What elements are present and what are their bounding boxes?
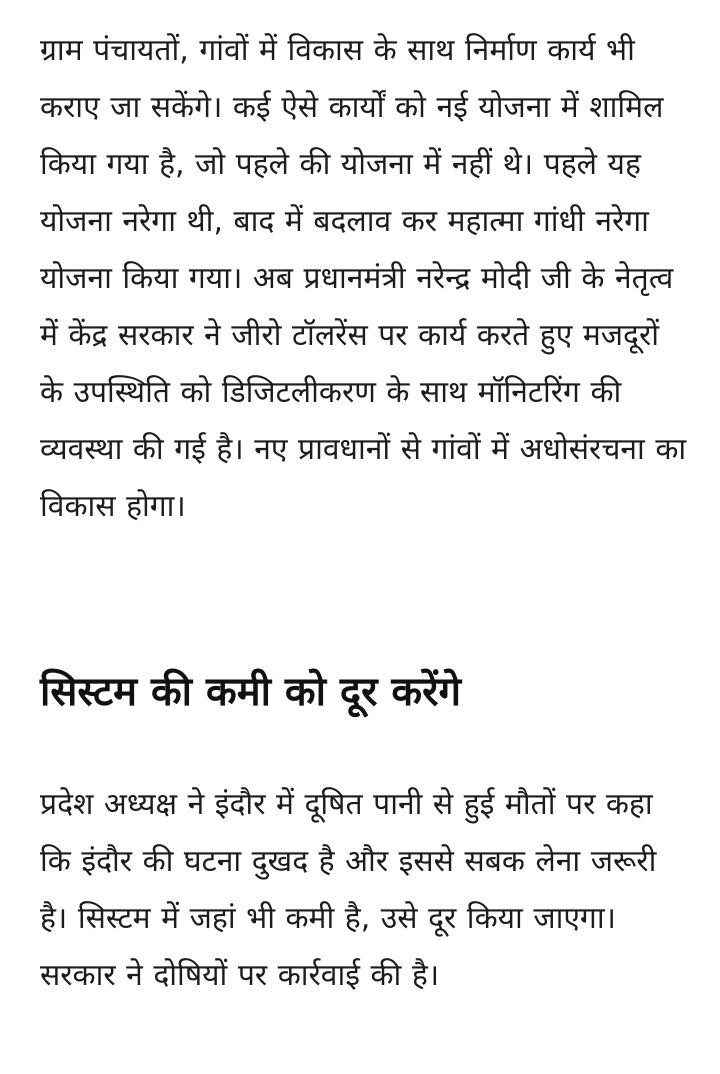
section-heading: सिस्टम की कमी को दूर करेंगे <box>40 669 462 715</box>
article-paragraph-intro: ग्राम पंचायतों, गांवों में विकास के साथ निर्माण कार्य भी कराए जा सकेंगे। कई ऐसे कार्यों को नई योजना में शामिल किया गया है, जो पहले की योजना में नहीं थे। पहले यह योजना नरेगा थी, बाद में बदलाव कर महात्मा गांधी नरेगा योजना किया गया। अब प्रधानमंत्री नरेन्द्र मोदी जी के नेतृत्व में केंद्र सरकार ने जीरो टॉलरेंस पर कार्य करते हुए मजदूरों के उपस्थिति को डिजिटलीकरण के साथ मॉनिटरिंग की व्यवस्था की गई है। नए प्रावधानों से गांवों में अधोसंरचना का विकास होगा। <box>40 33 687 524</box>
article-paragraph-system: प्रदेश अध्यक्ष ने इंदौर में दूषित पानी से हुई मौतों पर कहा कि इंदौर की घटना दुखद है और इससे सबक लेना जरूरी है। सिस्टम में जहां भी कमी है, उसे दूर किया जाएगा। सरकार ने दोषियों पर कार्रवाई की है। <box>40 787 657 993</box>
